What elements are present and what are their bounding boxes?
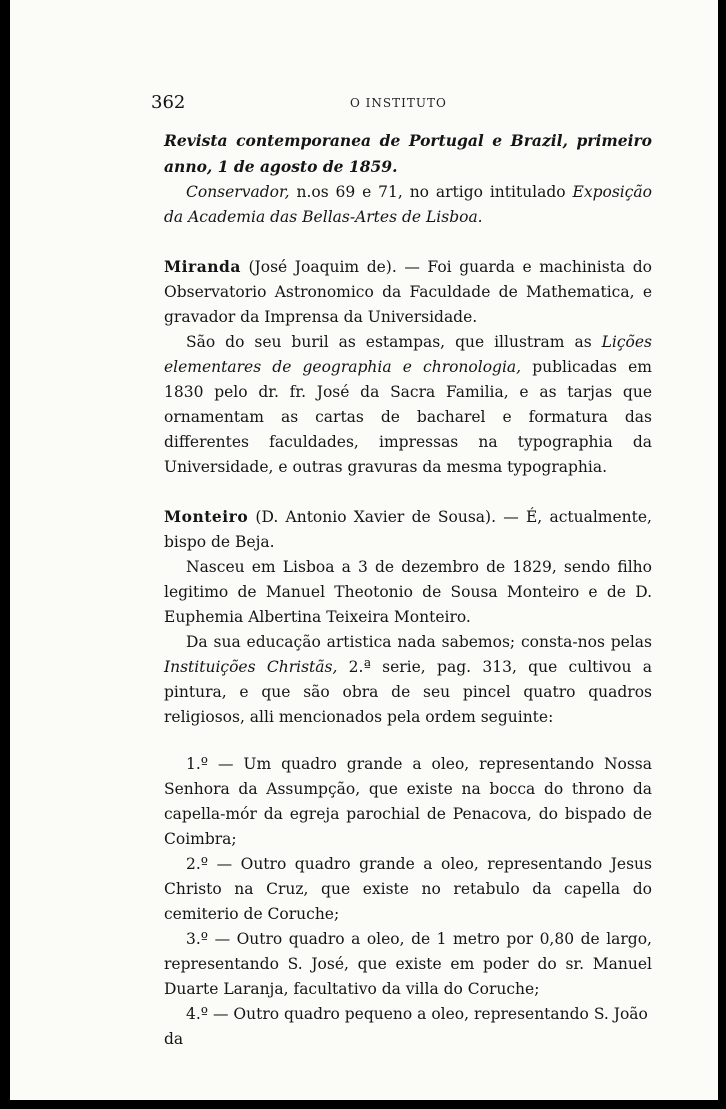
reference-conservador [164,180,652,230]
entry-monteiro-intro [164,504,652,555]
entry-miranda-works [164,330,652,480]
painting-item: 2.º — Outro quadro grande a oleo, representando Jesus Christo na Cruz, que existe no retabulo da capella do cemiterio de Coruche; [164,855,652,923]
reference-conservador-detail: n.os 69 e 71, no artigo intitulado [289,183,573,201]
painting-item: 4.º — Outro quadro pequeno a oleo, representando S. João da [164,1005,648,1048]
entry-miranda-text: (José Joaquim de). — Foi guarda e machinista do Observatorio Astronomico da Faculdade de Mathematica, e gravador da Imprensa da Universidade. [164,258,652,326]
page-number: 362 [151,92,186,113]
entry-monteiro-birth: Nasceu em Lisboa a 3 de dezembro de 1829, sendo filho legitimo de Manuel Theotonio de Sousa Monteiro e de D. Euphemia Albertina Teixeira Monteiro. [164,558,652,626]
painting-item: 3.º — Outro quadro a oleo, de 1 metro por 0,80 de largo, representando S. José, que existe em poder do sr. Manuel Duarte Laranja, facultativo da villa do Coruche; [164,930,652,998]
reference-revista [164,128,652,180]
monteiro-education-text-b: 2.ª serie, pag. 313, que cultivou a pintura, e que são obra de seu pincel quatro quadros religiosos, alli mencionados pela ordem seguinte: [164,658,652,726]
entry-miranda-intro [164,254,652,330]
reference-conservador-article: Exposição da Academia das Bellas-Artes de Lisboa. [164,183,652,226]
entry-monteiro-education [164,630,652,730]
miranda-works-title: Lições elementares de geographia e chronologia, [164,333,652,376]
book-page [10,0,718,1100]
monteiro-education-source: Instituições Christãs, [164,658,338,676]
list-spacer [164,730,652,752]
painting-item: 1.º — Um quadro grande a oleo, representando Nossa Senhora da Assumpção, que existe na bocca do throno da capella-mór da egreja parochial de Penacova, do bispado de Coimbra; [164,755,652,848]
entry-name-monteiro: Monteiro [164,507,249,526]
miranda-works-text-b: publicadas em 1830 pelo dr. fr. José da Sacra Familia, e as tarjas que ornamentam as cartas de bacharel e formatura das differentes faculdades, impressas na typographia da Universidade, e outras gravuras da mesma typographia. [164,358,652,476]
page-body [164,128,652,1052]
miranda-works-text-a: São do seu buril as estampas, que illustram as [186,333,602,351]
reference-revista-title: Revista contemporanea de Portugal e Brazil, primeiro anno, 1 de agosto de 1859. [164,131,652,176]
running-title: O INSTITUTO [350,96,447,110]
entry-monteiro-text: (D. Antonio Xavier de Sousa). — É, actualmente, bispo de Beja. [164,508,652,551]
monteiro-education-text-a: Da sua educação artistica nada sabemos; consta-nos pelas [186,633,652,651]
reference-conservador-publication: Conservador, [186,183,290,201]
entry-name-miranda: Miranda [164,257,241,276]
